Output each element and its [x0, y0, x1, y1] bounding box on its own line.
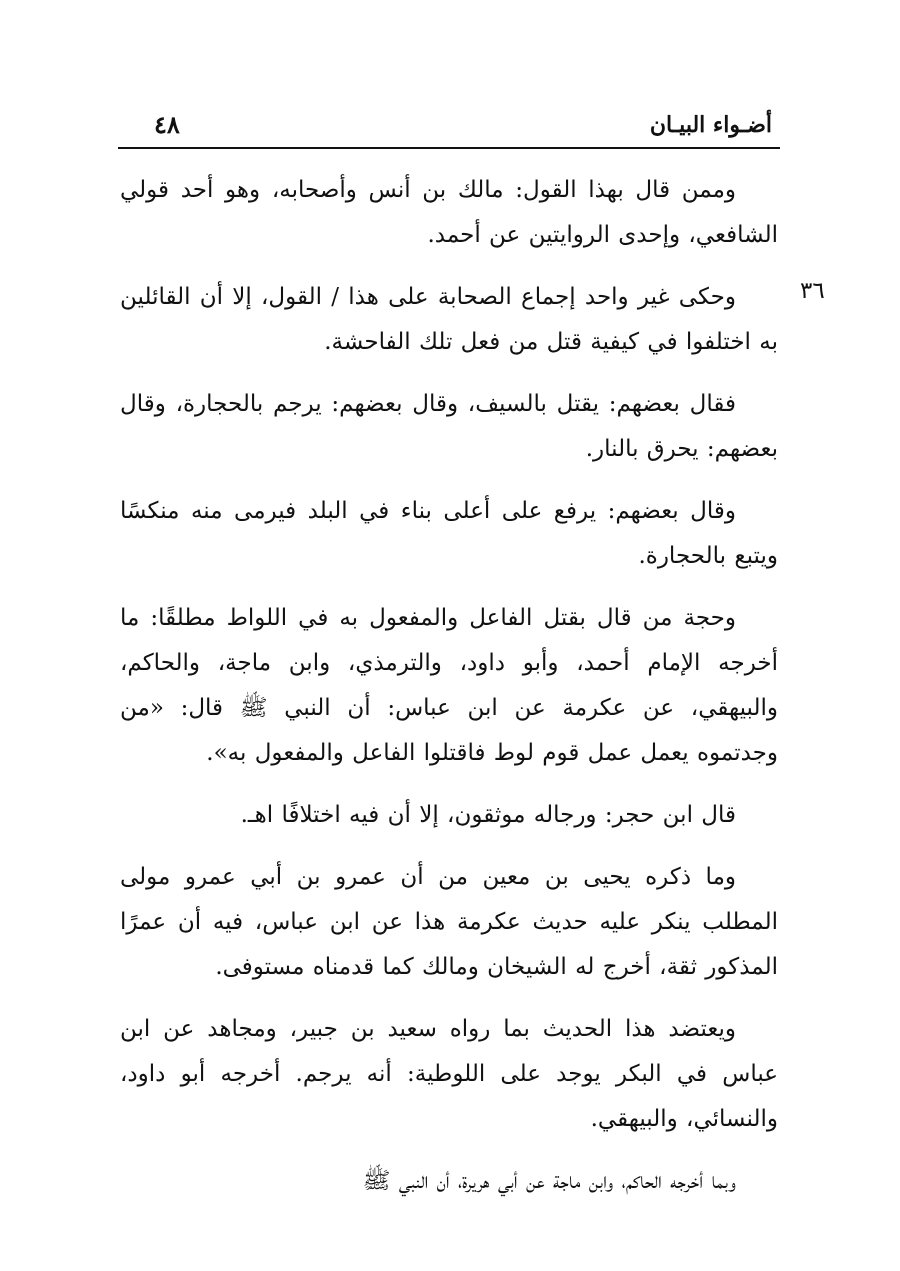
paragraph: وممن قال بهذا القول: مالك بن أنس وأصحابه، وهو أحد قولي الشافعي، وإحدى الروايتين عن أحمد.	[120, 177, 778, 248]
page-body	[120, 168, 778, 1221]
margin-page-reference: ٣٦	[800, 278, 825, 304]
page-header	[118, 104, 780, 144]
paragraph: فقال بعضهم: يقتل بالسيف، وقال بعضهم: يرجم بالحجارة، وقال بعضهم: يحرق بالنار.	[120, 391, 778, 462]
paragraph: قال ابن حجر: ورجاله موثقون، إلا أن فيه اختلافًا اهـ.	[240, 802, 736, 828]
paragraph: ويعتضد هذا الحديث بما رواه سعيد بن جبير، ومجاهد عن ابن عباس في البكر يوجد على اللوطية: أنه يرجم. أخرجه أبو داود، والنسائي، والبيهقي.	[120, 1016, 778, 1132]
running-title: أضـواء البيـان	[649, 112, 772, 138]
paragraph: وبما أخرجه الحاكم، وابن ماجة عن أبي هريرة، أن النبي ﷺ	[362, 1168, 736, 1194]
header-divider	[118, 147, 780, 149]
paragraph: وقال بعضهم: يرفع على أعلى بناء في البلد فيرمى منه منكسًا ويتبع بالحجارة.	[120, 498, 778, 569]
page-number: ٤٨	[154, 110, 180, 139]
paragraph: وما ذكره يحيى بن معين من أن عمرو بن أبي عمرو مولى المطلب ينكر عليه حديث عكرمة هذا عن ابن عباس، فيه أن عمرًا المذكور ثقة، أخرج له الشيخان ومالك كما قدمناه مستوفى.	[120, 864, 778, 980]
paragraph: وحكى غير واحد إجماع الصحابة على هذا / القول، إلا أن القائلين به اختلفوا في كيفية قتل من فعل تلك الفاحشة.	[120, 284, 778, 355]
paragraph: وحجة من قال بقتل الفاعل والمفعول به في اللواط مطلقًا: ما أخرجه الإمام أحمد، وأبو داود، والترمذي، وابن ماجة، والحاكم، والبيهقي، عن عكرمة عن ابن عباس: أن النبي ﷺ قال: «من وجدتموه يعمل عمل قوم لوط فاقتلوا الفاعل والمفعول به».	[120, 605, 778, 766]
